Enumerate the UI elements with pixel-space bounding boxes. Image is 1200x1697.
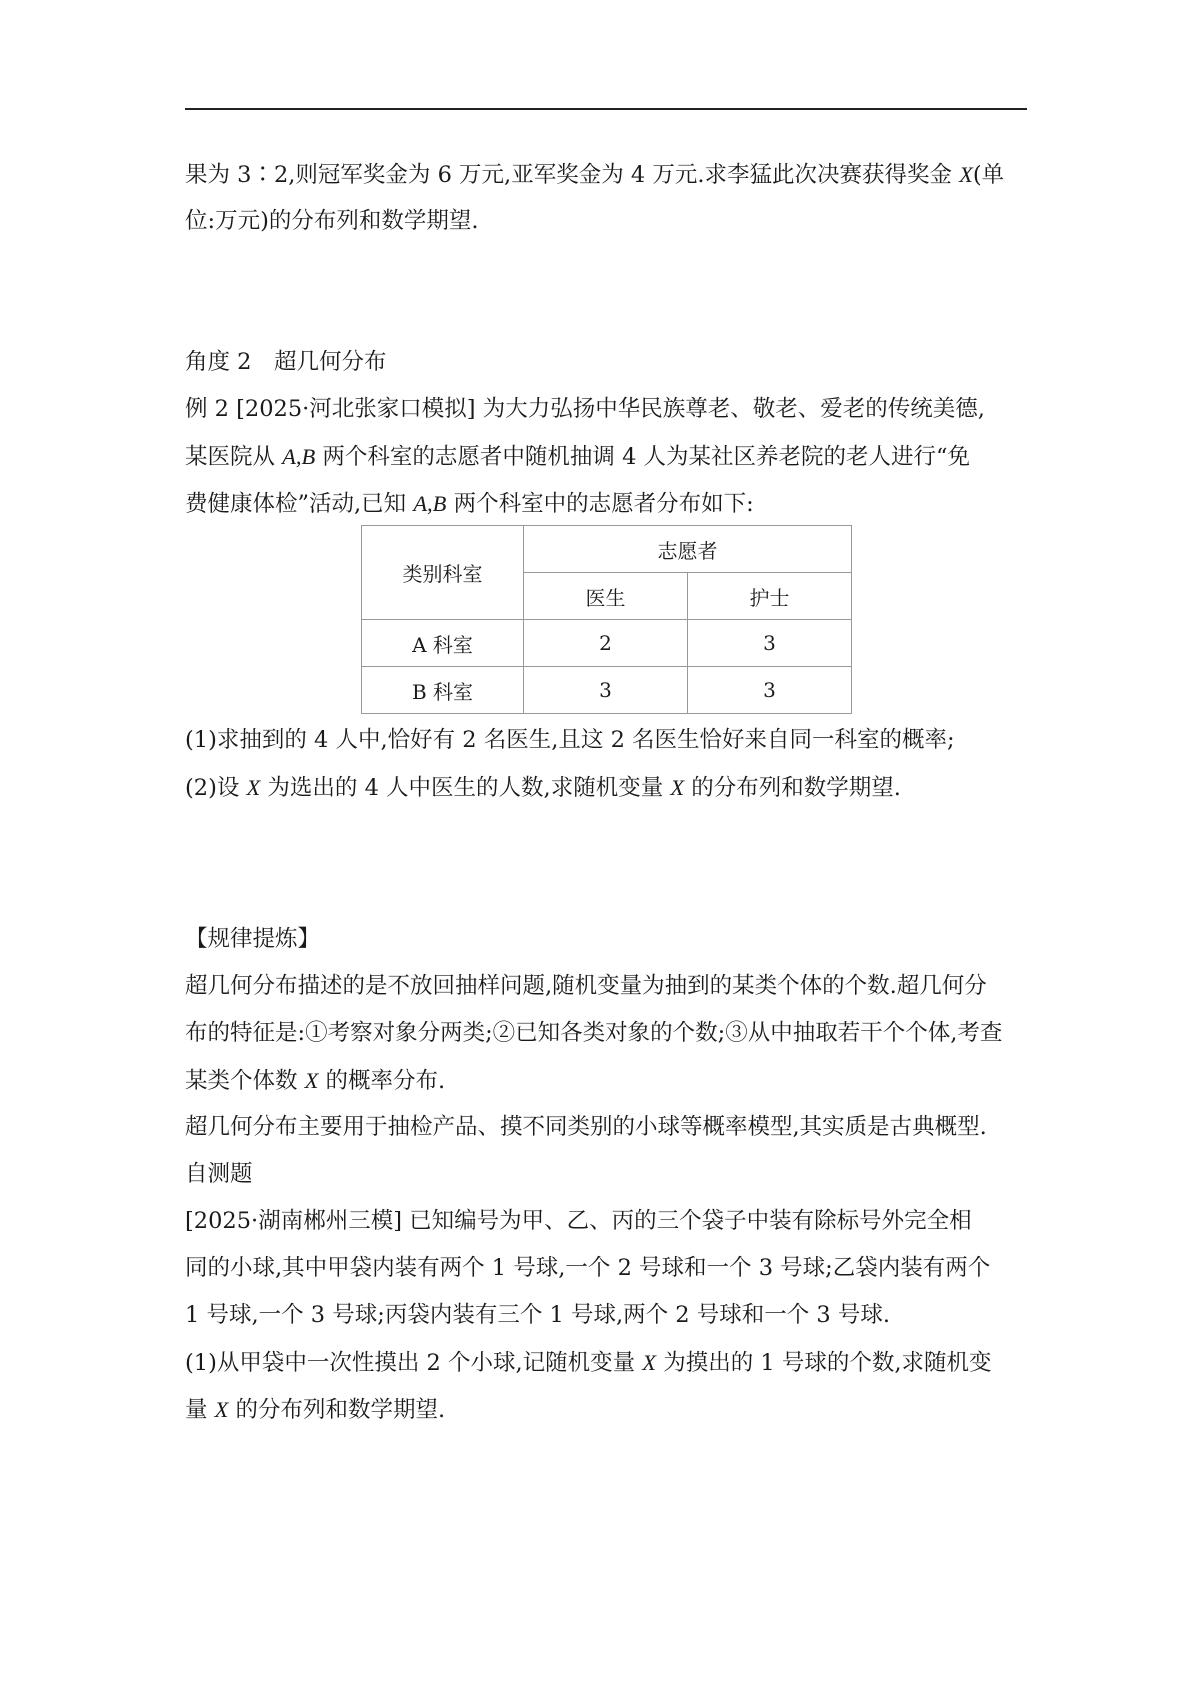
text-line: 例 2 [2025·河北张家口模拟] 为大力弘扬中华民族尊老、敬老、爱老的传统美德,: [185, 396, 985, 422]
question-2: (2)设 X 为选出的 4 人中医生的人数,求随机变量 X 的分布列和数学期望.: [185, 775, 901, 801]
text-line: 费健康体检”活动,已知 A,B 两个科室中的志愿者分布如下:: [185, 491, 754, 517]
text-line: 超几何分布描述的是不放回抽样问题,随机变量为抽到的某类个体的个数.超几何分: [185, 973, 987, 999]
table-cell: 3: [688, 620, 852, 667]
selftest-heading: 自测题: [185, 1161, 253, 1187]
table-cell: A 科室: [362, 620, 524, 667]
text-line: [2025·湖南郴州三模] 已知编号为甲、乙、丙的三个袋子中装有除标号外完全相: [185, 1208, 972, 1234]
table-cell: 3: [688, 667, 852, 714]
table-cell: 2: [524, 620, 688, 667]
text-line: 1 号球,一个 3 号球;丙袋内装有三个 1 号球,两个 2 号球和一个 3 号球.: [185, 1302, 890, 1328]
text-line: 超几何分布主要用于抽检产品、摸不同类别的小球等概率模型,其实质是古典概型.: [185, 1114, 987, 1140]
table-corner-header: 类别科室: [362, 526, 524, 620]
text-line: 同的小球,其中甲袋内装有两个 1 号球,一个 2 号球和一个 3 号球;乙袋内装有两个: [185, 1255, 991, 1281]
table-cell: B 科室: [362, 667, 524, 714]
table-row: [362, 620, 852, 667]
text-line: 量 X 的分布列和数学期望.: [185, 1397, 446, 1423]
text-line: 某类个体数 X 的概率分布.: [185, 1068, 446, 1094]
text-line: 位:万元)的分布列和数学期望.: [185, 208, 479, 234]
table-cell: 3: [524, 667, 688, 714]
text-line: 果为 3∶2,则冠军奖金为 6 万元,亚军奖金为 4 万元.求李猛此次决赛获得奖金 X(单: [185, 162, 1005, 188]
text-line: (1)从甲袋中一次性摸出 2 个小球,记随机变量 X 为摸出的 1 号球的个数,求随机变: [185, 1350, 992, 1376]
volunteer-table: [361, 525, 852, 714]
table-col-header: 医生: [524, 573, 688, 620]
table-group-header: 志愿者: [524, 526, 852, 573]
text-line: 布的特征是:①考察对象分两类;②已知各类对象的个数;③从中抽取若干个个体,考查: [185, 1020, 1003, 1046]
summary-title: 【规律提炼】: [185, 926, 321, 952]
questions: [185, 717, 1027, 811]
table-col-header: 护士: [688, 573, 852, 620]
question-1: (1)求抽到的 4 人中,恰好有 2 名医生,且这 2 名医生恰好来自同一科室的概率;: [185, 727, 955, 753]
table-row: [362, 667, 852, 714]
summary-section: [185, 916, 1027, 1433]
example-section: [185, 339, 1027, 527]
header-rule: [185, 108, 1027, 110]
continued-paragraph: [185, 151, 1027, 245]
text-line: 某医院从 A,B 两个科室的志愿者中随机抽调 4 人为某社区养老院的老人进行“免: [185, 444, 971, 470]
section-heading: 角度 2 超几何分布: [185, 349, 387, 375]
